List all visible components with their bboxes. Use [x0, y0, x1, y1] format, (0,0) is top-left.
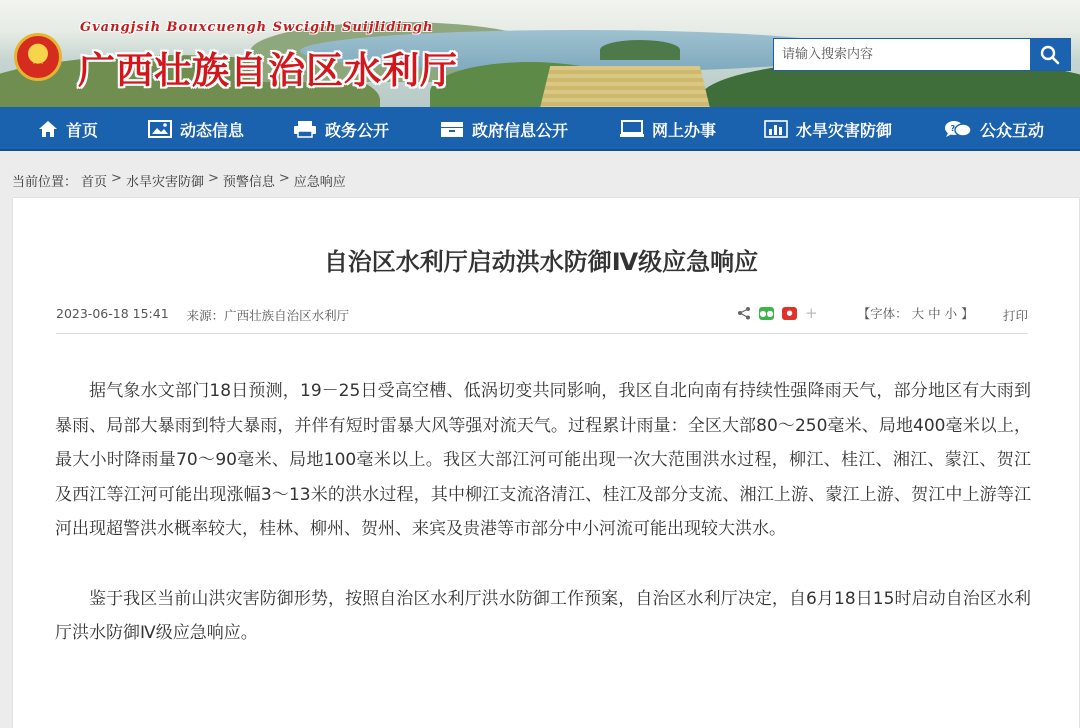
breadcrumb-item-warning[interactable]: 预警信息: [222, 175, 275, 190]
breadcrumb-prefix: 当前位置：: [12, 175, 78, 190]
folder-icon: [440, 120, 464, 138]
article-body: [55, 374, 1031, 651]
nav-item-flood-defense[interactable]: [764, 107, 892, 151]
nav-item-news[interactable]: [148, 107, 244, 151]
breadcrumb-item-home[interactable]: 首页: [81, 175, 108, 190]
plus-icon[interactable]: +: [805, 303, 818, 322]
banner-hill: [600, 40, 680, 60]
nav-label: 公众互动: [980, 120, 1045, 140]
article-paragraph: 据气象水文部门18日预测，19－25日受高空槽、低涡切变共同影响，我区自北向南有持续性强降雨天气，部分地区有大雨到暴雨、局部大暴雨到特大暴雨，并伴有短时雷暴大风等强对流天气。过程累计雨量：全区大部80～250毫米、局地400毫米以上，最大小时降雨量70～90毫米、局地100毫米以上。我区大部江河可能出现一次大范围洪水过程，柳江、桂江、湘江、蒙江、贺江及西江等江河可能出现涨幅3～13米的洪水过程，其中柳江支流洛清江、桂江及部分支流、湘江上游、蒙江上游、贺江中上游等江河出现超警洪水概率较大，桂林、柳州、贺州、来宾及贵港等市部分中小河流可能出现较大洪水。: [55, 381, 1031, 539]
national-emblem-icon: ★: [14, 33, 62, 81]
nav-item-gov-affairs[interactable]: [293, 107, 389, 151]
wechat-icon[interactable]: ●●: [759, 308, 774, 318]
banner-dam: [540, 66, 710, 107]
breadcrumb-separator: >: [278, 171, 290, 186]
svg-text:?: ?: [950, 124, 956, 133]
article-title: 自治区水利厅启动洪水防御Ⅳ级应急响应: [323, 248, 759, 276]
nav-label: 水旱灾害防御: [796, 120, 893, 140]
nav-label: 动态信息: [180, 120, 245, 140]
printer-icon: [293, 120, 317, 138]
article-panel: [12, 197, 1080, 728]
nav-label: 网上办事: [652, 120, 717, 140]
picture-icon: [148, 120, 172, 138]
nav-item-gov-info[interactable]: [440, 107, 568, 151]
breadcrumb-item-flood-defense[interactable]: 水旱灾害防御: [125, 175, 204, 190]
nav-label: 政府信息公开: [472, 120, 569, 140]
chat-icon: [944, 120, 972, 138]
site-pinyin-name: Gvangjsih Bouxcuengh Swcigih Suijlidingh: [80, 20, 434, 35]
article-source: 来源：广西壮族自治区水利厅: [186, 308, 350, 323]
font-size-small[interactable]: 小: [944, 306, 958, 321]
nav-label: 政务公开: [325, 120, 390, 140]
site-header: [0, 0, 1080, 107]
site-title[interactable]: 广西壮族自治区水利厅: [78, 49, 458, 92]
share-bar: [737, 303, 818, 322]
breadcrumb: [12, 171, 346, 190]
search-button[interactable]: [1030, 39, 1070, 70]
font-size-large[interactable]: 大: [911, 306, 925, 321]
monitor-icon: [620, 120, 644, 138]
weibo-icon[interactable]: ●: [782, 307, 797, 320]
bar-chart-icon: [764, 120, 788, 138]
font-size-control: [858, 304, 974, 322]
nav-item-interaction[interactable]: [944, 107, 1044, 151]
main-nav: [0, 107, 1080, 151]
article-meta: [56, 306, 349, 324]
breadcrumb-separator: >: [207, 171, 219, 186]
font-label-close: 】: [961, 306, 974, 321]
search-box: [773, 38, 1071, 71]
article-date: 2023-06-18 15:41: [56, 306, 169, 321]
article-tools: [737, 304, 974, 322]
search-icon: [1040, 45, 1060, 65]
font-label-open: 【字体：: [857, 306, 908, 321]
breadcrumb-separator: >: [111, 171, 122, 186]
home-icon: [38, 120, 58, 138]
nav-item-home[interactable]: [38, 107, 98, 151]
meta-divider: [56, 333, 1028, 334]
nav-label: 首页: [66, 120, 99, 140]
breadcrumb-item-emergency[interactable]: 应急响应: [293, 175, 346, 190]
nav-item-online-service[interactable]: [620, 107, 716, 151]
font-size-medium[interactable]: 中: [928, 306, 941, 321]
print-button[interactable]: 打印: [1003, 308, 1029, 323]
article-paragraph: 鉴于我区当前山洪灾害防御形势，按照自治区水利厅洪水防御工作预案，自治区水利厅决定，自6月18日15时启动自治区水利厅洪水防御Ⅳ级应急响应。: [55, 588, 1031, 643]
share-icon[interactable]: [737, 306, 751, 320]
search-input[interactable]: [774, 39, 1030, 70]
